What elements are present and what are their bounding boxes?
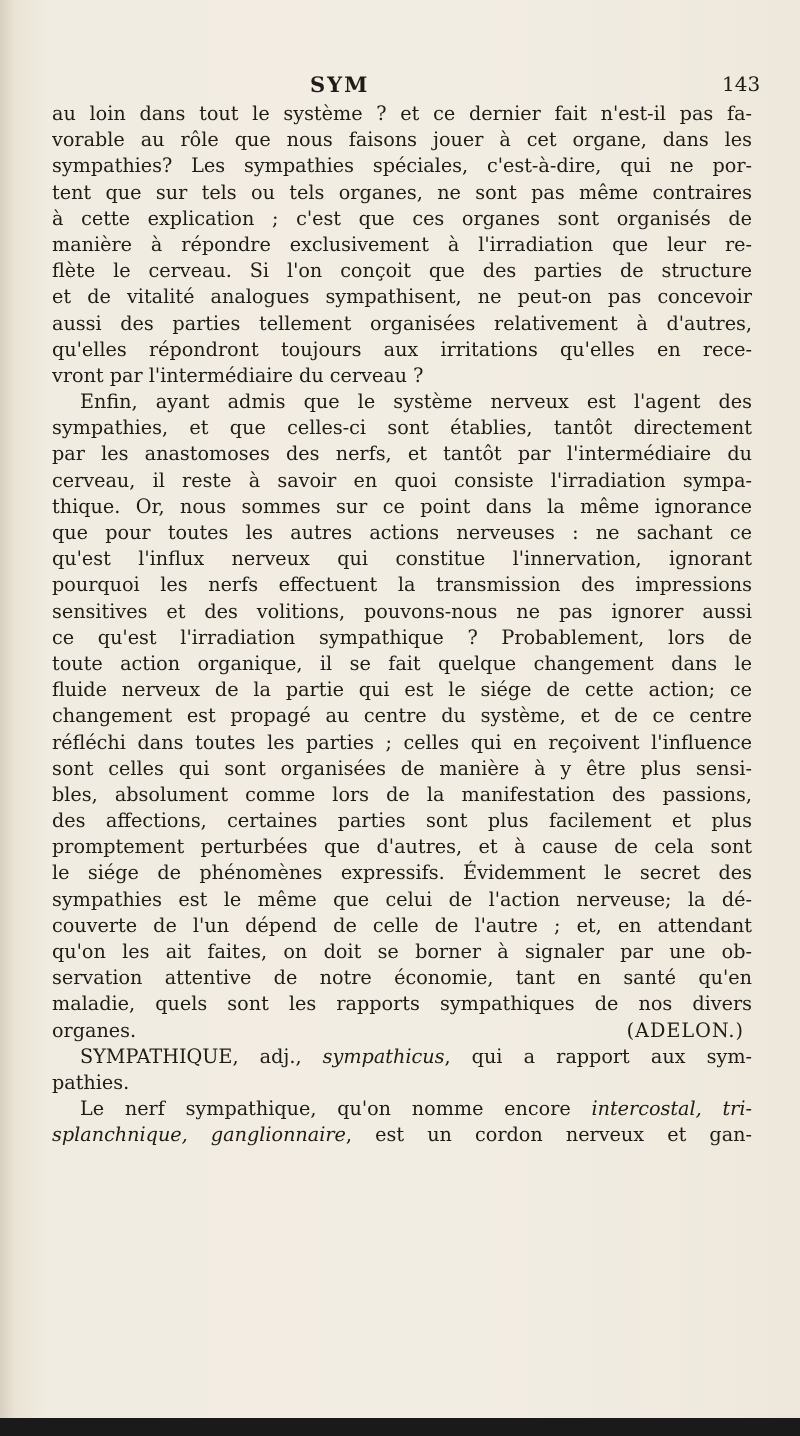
text-line: sensitives et des volitions, pouvons-nous ne pas ignorer aussi [52,599,752,623]
entry-para-line-1 [52,1096,752,1122]
text-line: vront par l'intermédiaire du cerveau ? [52,363,424,387]
text-line: qu'elles répondront toujours aux irritations qu'elles en rece- [52,337,752,361]
entry-para-line-2 [52,1122,752,1148]
text-line: aussi des parties tellement organisées relativement à d'autres, [52,311,752,335]
text-line: flète le cerveau. Si l'on conçoit que des parties de structure [52,259,752,283]
bottom-scan-edge [0,1418,800,1436]
text-line: maladie, quels sont les rapports sympathiques de nos divers [52,992,752,1016]
entry-pos: , adj., [232,1044,323,1068]
text-line: couverte de l'un dépend de celle de l'autre ; et, en attendant [52,913,752,937]
entry-para-italic-2: splanchnique, ganglionnaire [52,1123,346,1147]
text-line: manière à répondre exclusivement à l'irradiation que leur re- [52,232,752,256]
text-line: au loin dans tout le système ? et ce dernier fait n'est-il pas fa- [52,102,752,125]
entry-definition-1: , qui a rapport aux sym- [444,1044,752,1068]
text-line: cerveau, il reste à savoir en quoi consiste l'irradiation sympa- [52,468,752,492]
entry-para-italic-1: intercostal, tri- [591,1097,752,1121]
text-line: le siége de phénomènes expressifs. Évidemment le secret des [52,861,752,885]
text-line: sympathies est le même que celui de l'action nerveuse; la dé- [52,887,752,911]
text-line: promptement perturbées que d'autres, et à cause de cela sont [52,835,752,859]
page-header [0,72,800,102]
text-line: changement est propagé au centre du système, et de ce centre [52,704,752,728]
author-signature: (ADELON.) [626,1018,744,1042]
text-line: servation attentive de notre économie, tant en santé qu'en [52,966,752,990]
text-line: qu'est l'influx nerveux qui constitue l'innervation, ignorant [52,547,752,571]
entry-latin: sympathicus [322,1044,445,1068]
text-line: à cette explication ; c'est que ces organes sont organisés de [52,206,752,230]
signature-line [52,1018,752,1044]
text-line: réfléchi dans toutes les parties ; celles qui en reçoivent l'influence [52,730,752,754]
text-line: Enfin, ayant admis que le système nerveux est l'agent des [80,390,752,414]
body-text [52,101,752,1149]
text-line: toute action organique, il se fait quelque changement dans le [52,651,752,675]
text-line: sympathies, et que celles-ci sont établies, tantôt directement [52,416,752,440]
text-line: sont celles qui sont organisées de manière à y être plus sensi- [52,756,752,780]
text-line: vorable au rôle que nous faisons jouer à cet organe, dans les [52,128,752,152]
text-line: tent que sur tels ou tels organes, ne sont pas même contraires [52,180,752,204]
page-number: 143 [722,72,761,96]
entry-para-end: , est un cordon nerveux et gan- [345,1123,752,1147]
entry-headword: SYMPATHIQUE [80,1044,233,1068]
text-line: et de vitalité analogues sympathisent, ne peut-on pas concevoir [52,285,752,309]
gutter-shadow [0,0,14,1436]
signature-line-text: organes. [52,1018,137,1042]
entry-definition-2: pathies. [52,1070,130,1094]
text-line: bles, absolument comme lors de la manifestation des passions, [52,782,752,806]
text-line: des affections, certaines parties sont plus facilement et plus [52,809,752,833]
text-line: fluide nerveux de la partie qui est le siége de cette action; ce [52,678,752,702]
running-head: SYM [310,72,370,97]
text-line: ce qu'est l'irradiation sympathique ? Probablement, lors de [52,625,752,649]
text-line: que pour toutes les autres actions nerveuses : ne sachant ce [52,521,752,544]
entry-headline [52,1044,752,1070]
text-line: pourquoi les nerfs effectuent la transmission des impressions [52,573,752,597]
text-line: qu'on les ait faites, on doit se borner à signaler par une ob- [52,940,752,963]
text-line: par les anastomoses des nerfs, et tantôt par l'intermédiaire du [52,442,752,466]
text-line: sympathies? Les sympathies spéciales, c'est-à-dire, qui ne por- [52,154,752,178]
entry-para-start: Le nerf sympathique, qu'on nomme encore [80,1097,592,1121]
text-line: thique. Or, nous sommes sur ce point dans la même ignorance [52,494,752,518]
